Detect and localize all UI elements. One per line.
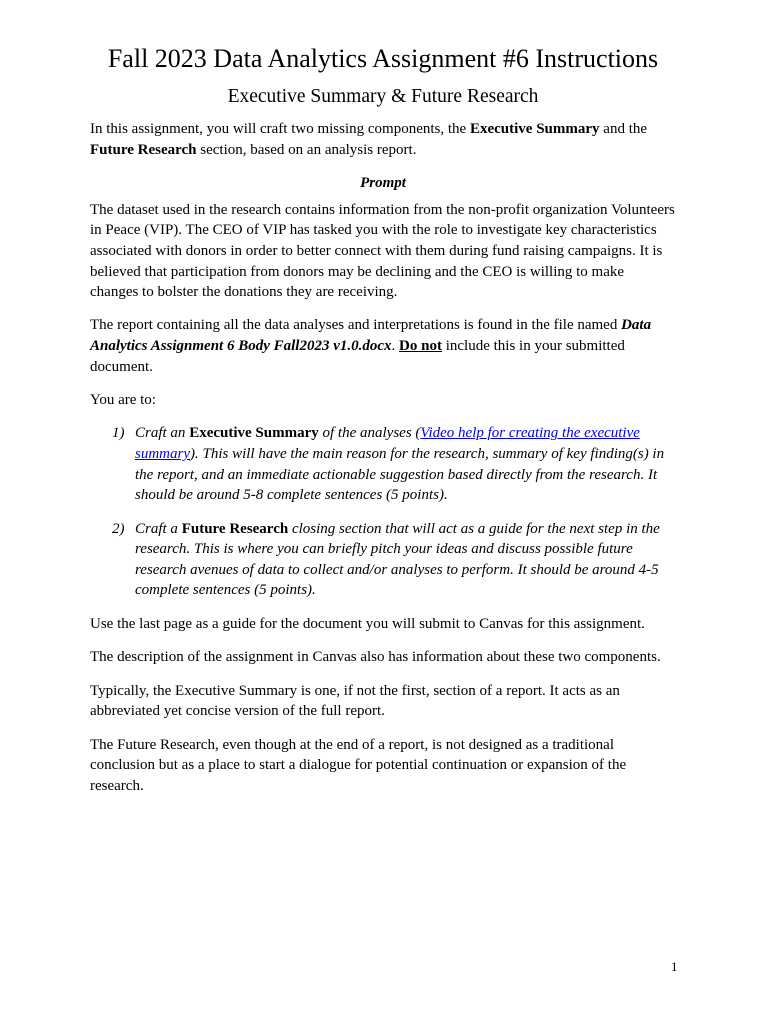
closing-paragraph-canvas: The description of the assignment in Canvas also has information about these two components. <box>90 649 661 666</box>
document-subtitle: Executive Summary & Future Research <box>227 85 539 107</box>
report-do-not: Do not <box>399 338 442 355</box>
task-1-bold: Executive Summary <box>189 425 319 442</box>
task-1-text-3: ). This will have the main reason for the research, summary of key finding(s) in the report, and an immediate actionable suggestion based directly from the research. It should be around 5-8 complete sentences (5 points). <box>135 446 665 504</box>
task-2-text-2: closing section that will act as a guide for the next step in the research. This is where you can briefly pitch your ideas and discuss possible future research avenues of data to collect and/or analyses to perform. It should be around 4-5 complete sentences (5 points). <box>135 520 660 599</box>
closing-paragraph-executive-summary: Typically, the Executive Summary is one, if not the first, section of a report. It acts as an abbreviated yet concise version of the full report. <box>90 682 620 720</box>
task-text <box>135 423 676 505</box>
intro-bold-executive-summary: Executive Summary <box>469 121 600 138</box>
page-number: 1 <box>671 959 678 974</box>
task-1-text-2: of the analyses ( <box>318 425 421 442</box>
task-1-text-1: Craft an <box>135 425 190 442</box>
task-number: 1) <box>112 425 125 442</box>
closing-paragraph-future-research: The Future Research, even though at the end of a report, is not designed as a traditional conclusion but as a place to start a dialogue for potential continuation or expansion of the research. <box>90 736 627 794</box>
task-item-future-research <box>90 519 676 601</box>
intro-bold-future-research: Future Research <box>90 141 197 158</box>
intro-paragraph <box>90 119 676 160</box>
video-help-link[interactable]: Video help for creating the executive summary <box>135 425 640 463</box>
task-item-executive-summary <box>90 423 676 505</box>
report-text-3: include this in your submitted document. <box>90 338 625 375</box>
prompt-heading: Prompt <box>360 175 406 192</box>
you-are-to-label: You are to: <box>90 392 156 409</box>
report-text-1: The report containing all the data analyses and interpretations is found in the file named <box>90 317 622 334</box>
task-2-text-1: Craft a <box>135 520 182 537</box>
closing-paragraph-last-page: Use the last page as a guide for the document you will submit to Canvas for this assignment. <box>90 615 645 632</box>
task-number: 2) <box>112 520 125 537</box>
intro-text-2: and the <box>599 121 648 138</box>
task-text <box>135 519 676 601</box>
task-2-bold: Future Research <box>181 520 289 537</box>
intro-text-1: In this assignment, you will craft two missing components, the <box>90 121 470 138</box>
intro-text-3: section, based on an analysis report. <box>196 141 417 158</box>
report-text-2: . <box>391 338 400 355</box>
document-body <box>90 42 676 809</box>
dataset-paragraph: The dataset used in the research contains information from the non-profit organization Volunteers in Peace (VIP). The CEO of VIP has tasked you with the role to investigate key characteristics associated with donors in order to better connect with them during fund raising campaigns. It is believed that participation from donors may be declining and the CEO is willing to make changes to bolster the donations they are receiving. <box>90 201 675 301</box>
report-file-name: Data Analytics Assignment 6 Body Fall2023 v1.0.docx <box>90 317 652 355</box>
document-title: Fall 2023 Data Analytics Assignment #6 Instructions <box>107 44 659 73</box>
report-paragraph <box>90 315 676 377</box>
